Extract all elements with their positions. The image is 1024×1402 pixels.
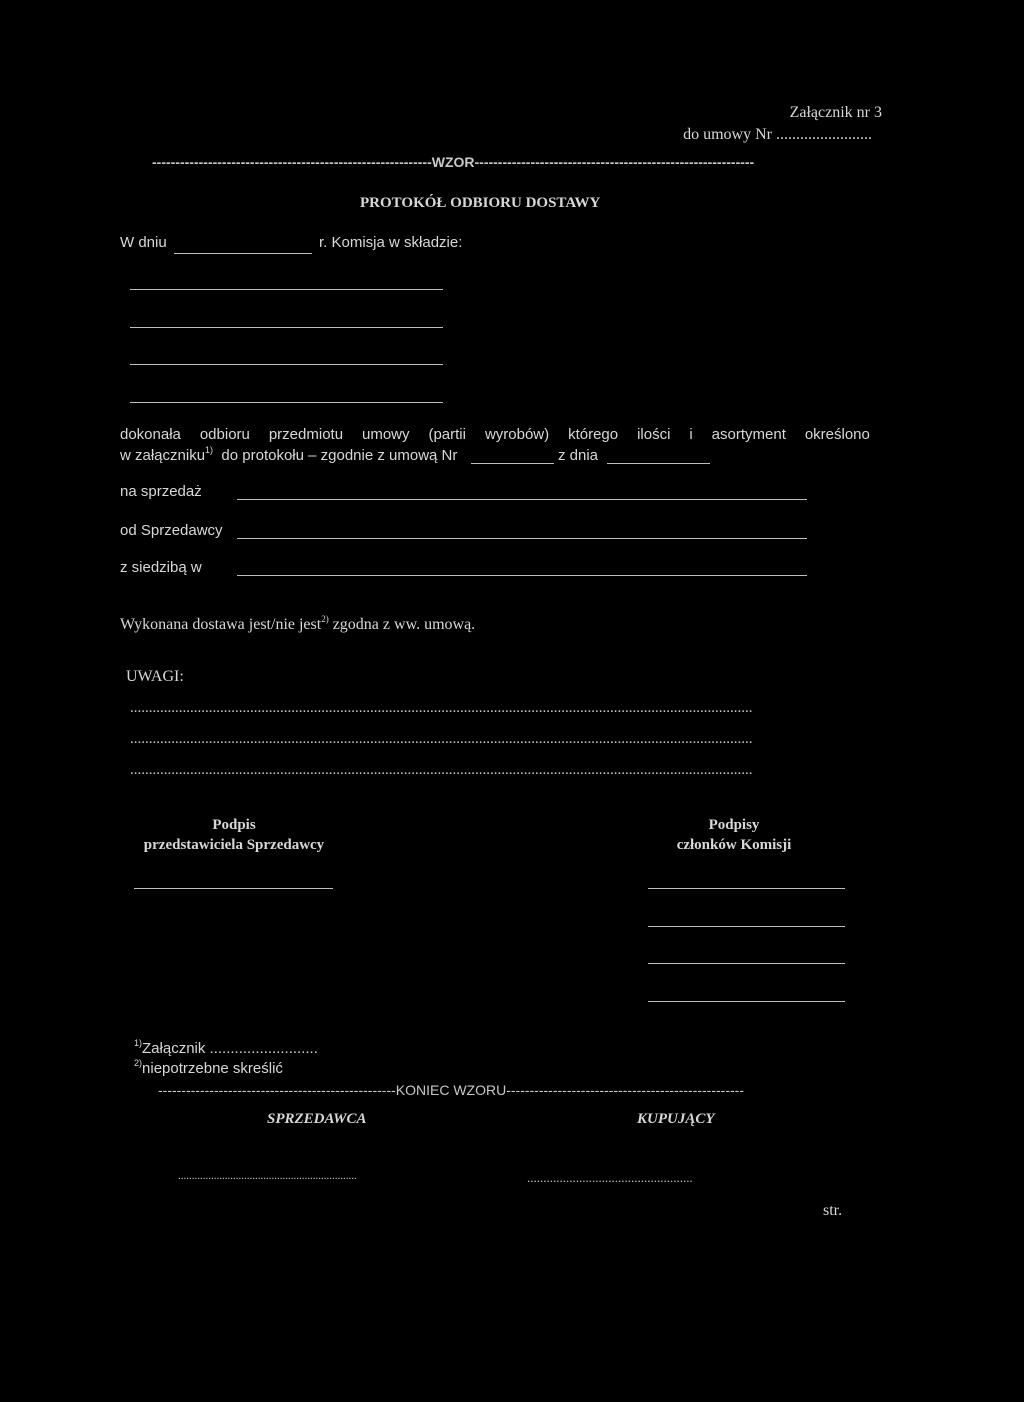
commission-member-field[interactable]	[130, 402, 443, 403]
word: określono	[804, 426, 870, 443]
seller-signature-heading-2: przedstawiciela Sprzedawcy	[143, 837, 325, 853]
z-siedziba-label: z siedzibą w	[120, 559, 202, 576]
contract-number-field[interactable]	[471, 463, 554, 464]
commission-signature-heading-1: Podpisy	[708, 817, 760, 833]
paragraph-line-1	[120, 426, 870, 443]
buyer-signature-dots[interactable]: ...................................................	[527, 1170, 693, 1185]
line2-text: do protokołu – zgodnie z umową Nr	[221, 447, 458, 464]
wzor-divider: ------------------------------------------------------------WZOR------------------------------------------------------------	[152, 154, 755, 170]
z-siedziba-field[interactable]	[237, 575, 807, 576]
paragraph-line-2	[120, 447, 457, 464]
footnote-number: 1)	[134, 1038, 143, 1048]
footnote-text: Załącznik ..........................	[142, 1040, 318, 1057]
z-dnia-label: z dnia	[558, 447, 599, 464]
commission-member-field[interactable]	[130, 327, 443, 328]
od-sprzedawcy-label: od Sprzedawcy	[120, 522, 223, 539]
seller-party-label: SPRZEDAWCA	[267, 1111, 367, 1127]
footnote-1	[134, 1040, 318, 1057]
footnote-2	[134, 1060, 283, 1077]
contract-number-label: do umowy Nr ........................	[683, 126, 872, 143]
word: wyrobów)	[484, 426, 550, 443]
seller-signature-field[interactable]	[134, 888, 333, 889]
seller-signature-heading-1: Podpis	[212, 817, 256, 833]
word: którego	[568, 426, 619, 443]
word: odbioru	[199, 426, 250, 443]
commission-member-field[interactable]	[130, 289, 443, 290]
od-sprzedawcy-field[interactable]	[237, 538, 807, 539]
commission-member-field[interactable]	[130, 364, 443, 365]
commission-signature-field[interactable]	[648, 963, 845, 964]
result-text: zgodna z ww. umową.	[332, 616, 476, 633]
commission-signature-field[interactable]	[648, 888, 845, 889]
page-label: str.	[823, 1202, 843, 1219]
commission-signature-field[interactable]	[648, 1001, 845, 1002]
word: asortyment	[711, 426, 786, 443]
na-sprzedaz-label: na sprzedaż	[120, 483, 202, 500]
document-title: PROTOKÓŁ ODBIORU DOSTAWY	[360, 195, 601, 211]
word: dokonała	[120, 426, 181, 443]
result-statement	[120, 616, 475, 634]
word: (partii	[428, 426, 466, 443]
footnote-ref: 2)	[321, 614, 329, 624]
remarks-line[interactable]: ......................................................................................................................................................................	[130, 731, 753, 747]
result-text: Wykonana dostawa jest/nie jest	[120, 616, 322, 633]
line2-text: w załączniku	[120, 447, 206, 464]
footnote-text: niepotrzebne skreślić	[142, 1060, 283, 1077]
contract-date-field[interactable]	[607, 463, 710, 464]
end-of-template-divider: ---------------------------------------------------KONIEC WZORU---------------------------------------------------	[158, 1082, 744, 1098]
footnote-ref: 1)	[205, 445, 214, 455]
remarks-line[interactable]: ......................................................................................................................................................................	[130, 762, 753, 778]
remarks-line[interactable]: ......................................................................................................................................................................	[130, 700, 753, 716]
w-dniu-label: W dniu	[120, 234, 167, 251]
komisja-label: r. Komisja w składzie:	[319, 234, 463, 251]
word: i	[689, 426, 693, 443]
word: ilości	[637, 426, 671, 443]
word: umowy	[362, 426, 410, 443]
na-sprzedaz-field[interactable]	[237, 499, 807, 500]
attachment-label: Załącznik nr 3	[789, 104, 882, 121]
commission-signature-heading-2: członków Komisji	[676, 837, 792, 853]
remarks-label: UWAGI:	[126, 668, 184, 685]
seller-signature-dots[interactable]: .................................................................	[178, 1170, 357, 1182]
word: przedmiotu	[268, 426, 344, 443]
footnote-number: 2)	[134, 1058, 143, 1068]
date-field[interactable]	[174, 253, 312, 254]
buyer-party-label: KUPUJĄCY	[637, 1111, 715, 1127]
commission-signature-field[interactable]	[648, 926, 845, 927]
